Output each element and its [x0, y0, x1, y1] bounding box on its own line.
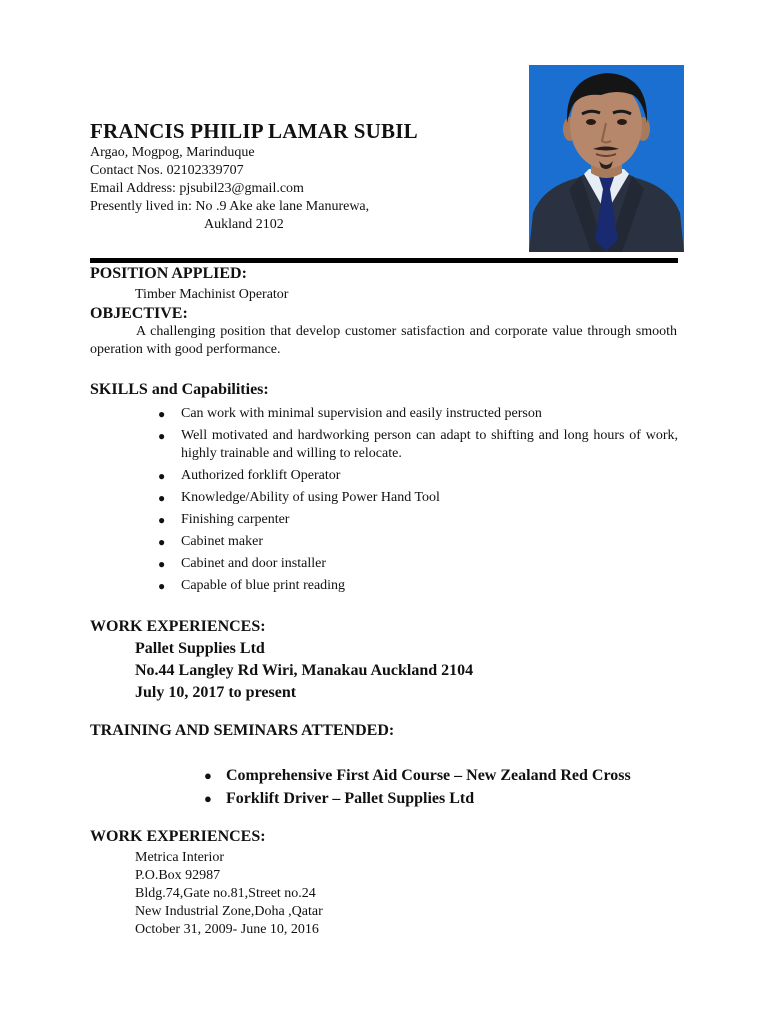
bullet-icon: ● [204, 791, 212, 806]
bullet-icon: ● [158, 469, 166, 483]
skill-item [158, 467, 678, 485]
company-name: Pallet Supplies Ltd [135, 640, 265, 657]
skills-heading: SKILLS and Capabilities: [90, 381, 269, 398]
skill-item [158, 427, 678, 463]
skill-item [158, 555, 678, 573]
training-list [204, 764, 631, 810]
skill-text: Can work with minimal supervision and easily instructed person [181, 406, 542, 421]
work-experience-entry [135, 638, 473, 704]
training-heading: TRAINING AND SEMINARS ATTENDED: [90, 722, 395, 739]
company-address: No.44 Langley Rd Wiri, Manakau Auckland 2104 [135, 662, 474, 679]
skill-text: Well motivated and hardworking person can adapt to shifting and long hours of work, highly trainable and willing to relocate. [181, 428, 678, 461]
employment-dates: October 31, 2009- June 10, 2016 [135, 922, 319, 937]
training-text: Comprehensive First Aid Course – New Zealand Red Cross [226, 767, 631, 784]
work-experience-entry-2 [135, 849, 323, 939]
skill-item [158, 405, 678, 423]
company-zone: New Industrial Zone,Doha ,Qatar [135, 904, 323, 919]
objective-heading: OBJECTIVE: [90, 305, 188, 322]
position-applied-heading: POSITION APPLIED: [90, 265, 247, 282]
skill-text: Finishing carpenter [181, 512, 290, 527]
home-address: Argao, Mogpog, Marinduque [90, 145, 255, 160]
skill-item [158, 511, 678, 529]
company-name: Metrica Interior [135, 850, 225, 865]
bullet-icon: ● [158, 557, 166, 571]
bullet-icon: ● [158, 535, 166, 549]
skill-item [158, 577, 678, 595]
email-address: Email Address: pjsubil23@gmail.com [90, 181, 304, 196]
bullet-icon: ● [158, 429, 166, 443]
skill-text: Knowledge/Ability of using Power Hand Tool [181, 490, 440, 505]
training-item [204, 787, 631, 810]
bullet-icon: ● [158, 579, 166, 593]
bullet-icon: ● [158, 513, 166, 527]
portrait-image [529, 65, 684, 252]
training-item [204, 764, 631, 787]
bullet-icon: ● [204, 768, 212, 783]
training-text: Forklift Driver – Pallet Supplies Ltd [226, 790, 475, 807]
work-experience-heading: WORK EXPERIENCES: [90, 618, 266, 635]
skill-text: Cabinet and door installer [181, 556, 327, 571]
skill-text: Cabinet maker [181, 534, 264, 549]
company-po-box: P.O.Box 92987 [135, 868, 221, 883]
skill-text: Capable of blue print reading [181, 578, 346, 593]
skill-item [158, 533, 678, 551]
employment-dates: July 10, 2017 to present [135, 684, 297, 701]
contact-block [90, 144, 369, 234]
skills-list [158, 405, 678, 599]
skill-item [158, 489, 678, 507]
work-experience-heading-2: WORK EXPERIENCES: [90, 828, 266, 845]
bullet-icon: ● [158, 491, 166, 505]
header-divider [90, 258, 678, 263]
present-address-line2: Aukland 2102 [204, 217, 284, 232]
objective-text: A challenging position that develop customer satisfaction and corporate value through smooth operation with good performance. [90, 324, 677, 357]
applicant-name: FRANCIS PHILIP LAMAR SUBIL [90, 119, 418, 143]
company-building: Bldg.74,Gate no.81,Street no.24 [135, 886, 316, 901]
contact-number: Contact Nos. 02102339707 [90, 163, 244, 178]
profile-photo [529, 65, 684, 252]
position-applied-value: Timber Machinist Operator [135, 287, 289, 302]
present-address-line1: Presently lived in: No .9 Ake ake lane Manurewa, [90, 199, 370, 214]
bullet-icon: ● [158, 407, 166, 421]
skill-text: Authorized forklift Operator [181, 468, 341, 483]
